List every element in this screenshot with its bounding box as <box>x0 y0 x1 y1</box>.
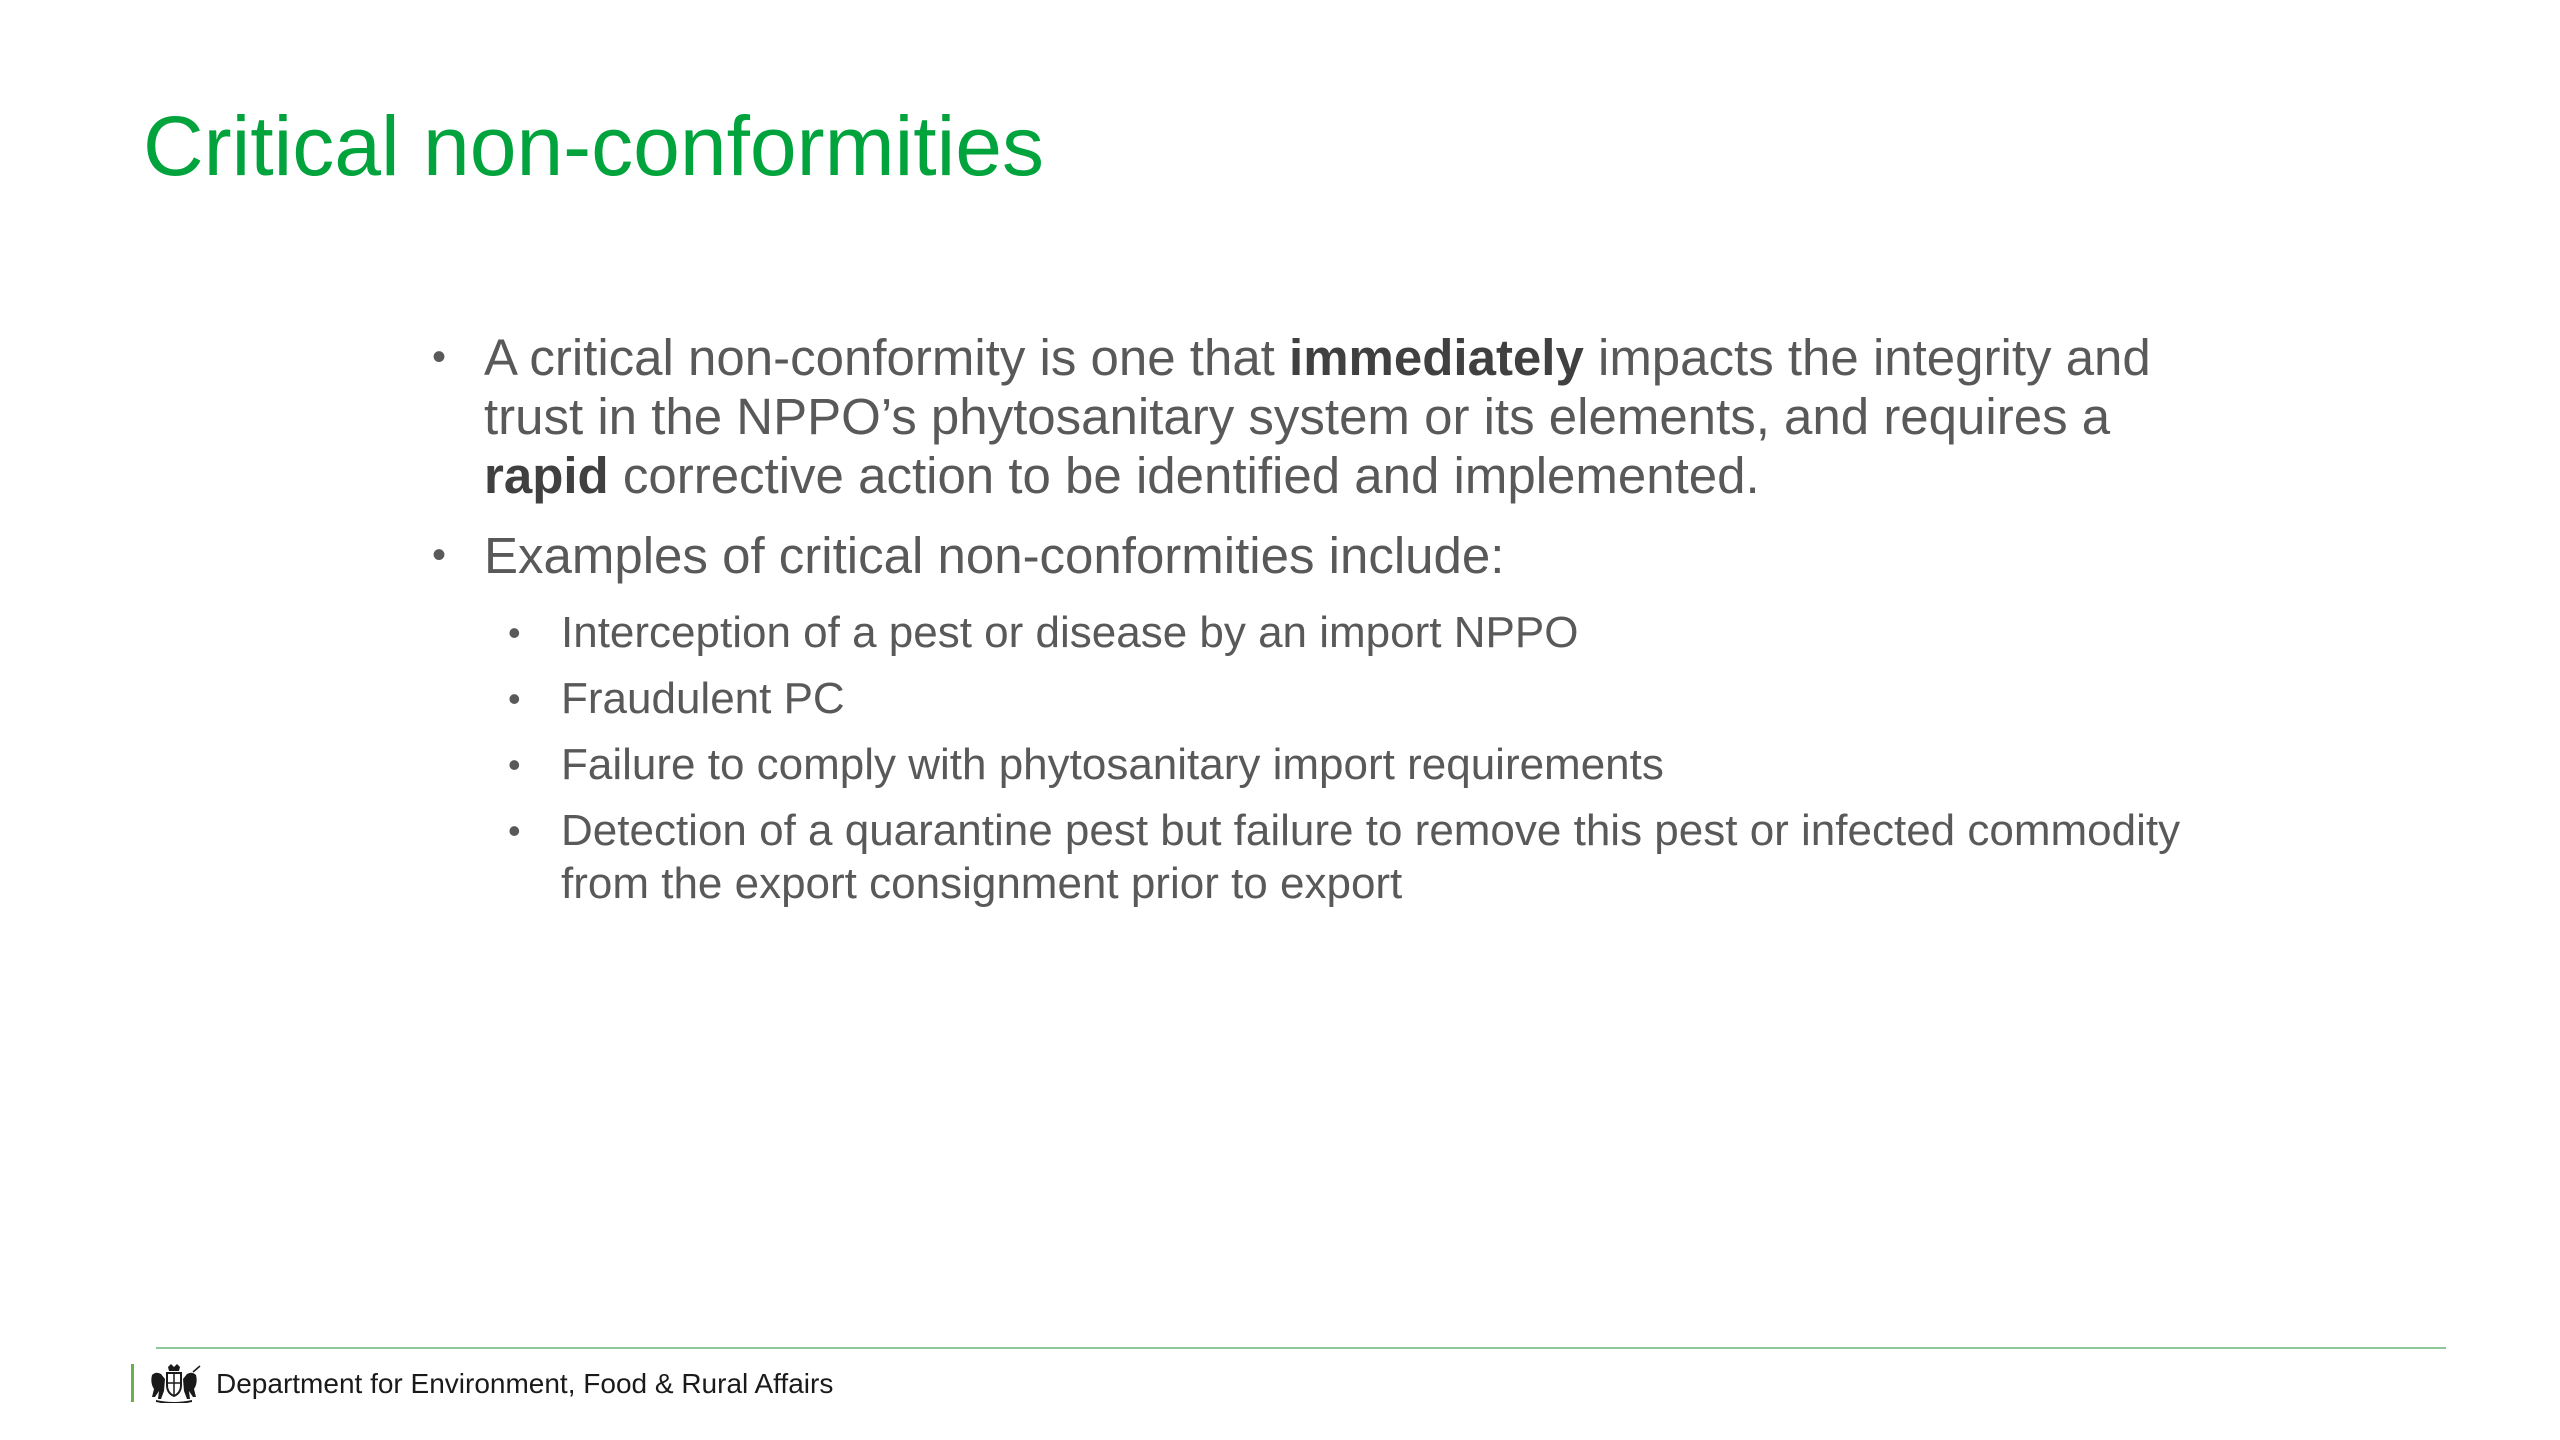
bullet-text: Examples of critical non-conformities include: <box>484 527 1505 584</box>
bullet-definition <box>432 328 2192 505</box>
list-item <box>432 606 2192 659</box>
bullet-dot: • <box>432 533 447 577</box>
footer-rule <box>156 1347 2446 1349</box>
sub-bullet-dot: • <box>508 810 521 851</box>
list-item <box>432 804 2192 910</box>
bullet-text-part: corrective action to be identified and implemented. <box>608 447 1760 504</box>
examples-list <box>432 606 2192 910</box>
footer-organisation-name: Department for Environment, Food & Rural Affairs <box>216 1368 834 1399</box>
list-item-text: Interception of a pest or disease by an import NPPO <box>561 608 1579 657</box>
sub-bullet-dot: • <box>508 612 521 653</box>
royal-coat-of-arms-icon <box>146 1363 202 1403</box>
list-item <box>432 672 2192 725</box>
bullet-text <box>484 329 2151 504</box>
list-item <box>432 738 2192 791</box>
footer-accent-bar <box>131 1364 134 1402</box>
list-item-text: Fraudulent PC <box>561 674 845 723</box>
bullet-text-part: A critical non-conformity is one that <box>484 329 1290 386</box>
sub-bullet-dot: • <box>508 744 521 785</box>
bullet-examples <box>432 526 2192 585</box>
list-item-text: Detection of a quarantine pest but failure to remove this pest or infected commodity from the export consignment prior to export <box>561 806 2181 908</box>
bullet-text-part: impacts the integrity and trust in the NPPO’s phytosanitary system or its elements, and requires a <box>484 329 2151 445</box>
emphasis-rapid: rapid <box>484 447 609 504</box>
slide-title: Critical non-conformities <box>143 99 1044 193</box>
bullet-dot: • <box>432 335 447 379</box>
slide-body <box>432 328 2192 923</box>
emphasis-immediately: immediately <box>1289 329 1584 386</box>
sub-bullet-dot: • <box>508 678 521 719</box>
list-item-text: Failure to comply with phytosanitary import requirements <box>561 740 1664 789</box>
